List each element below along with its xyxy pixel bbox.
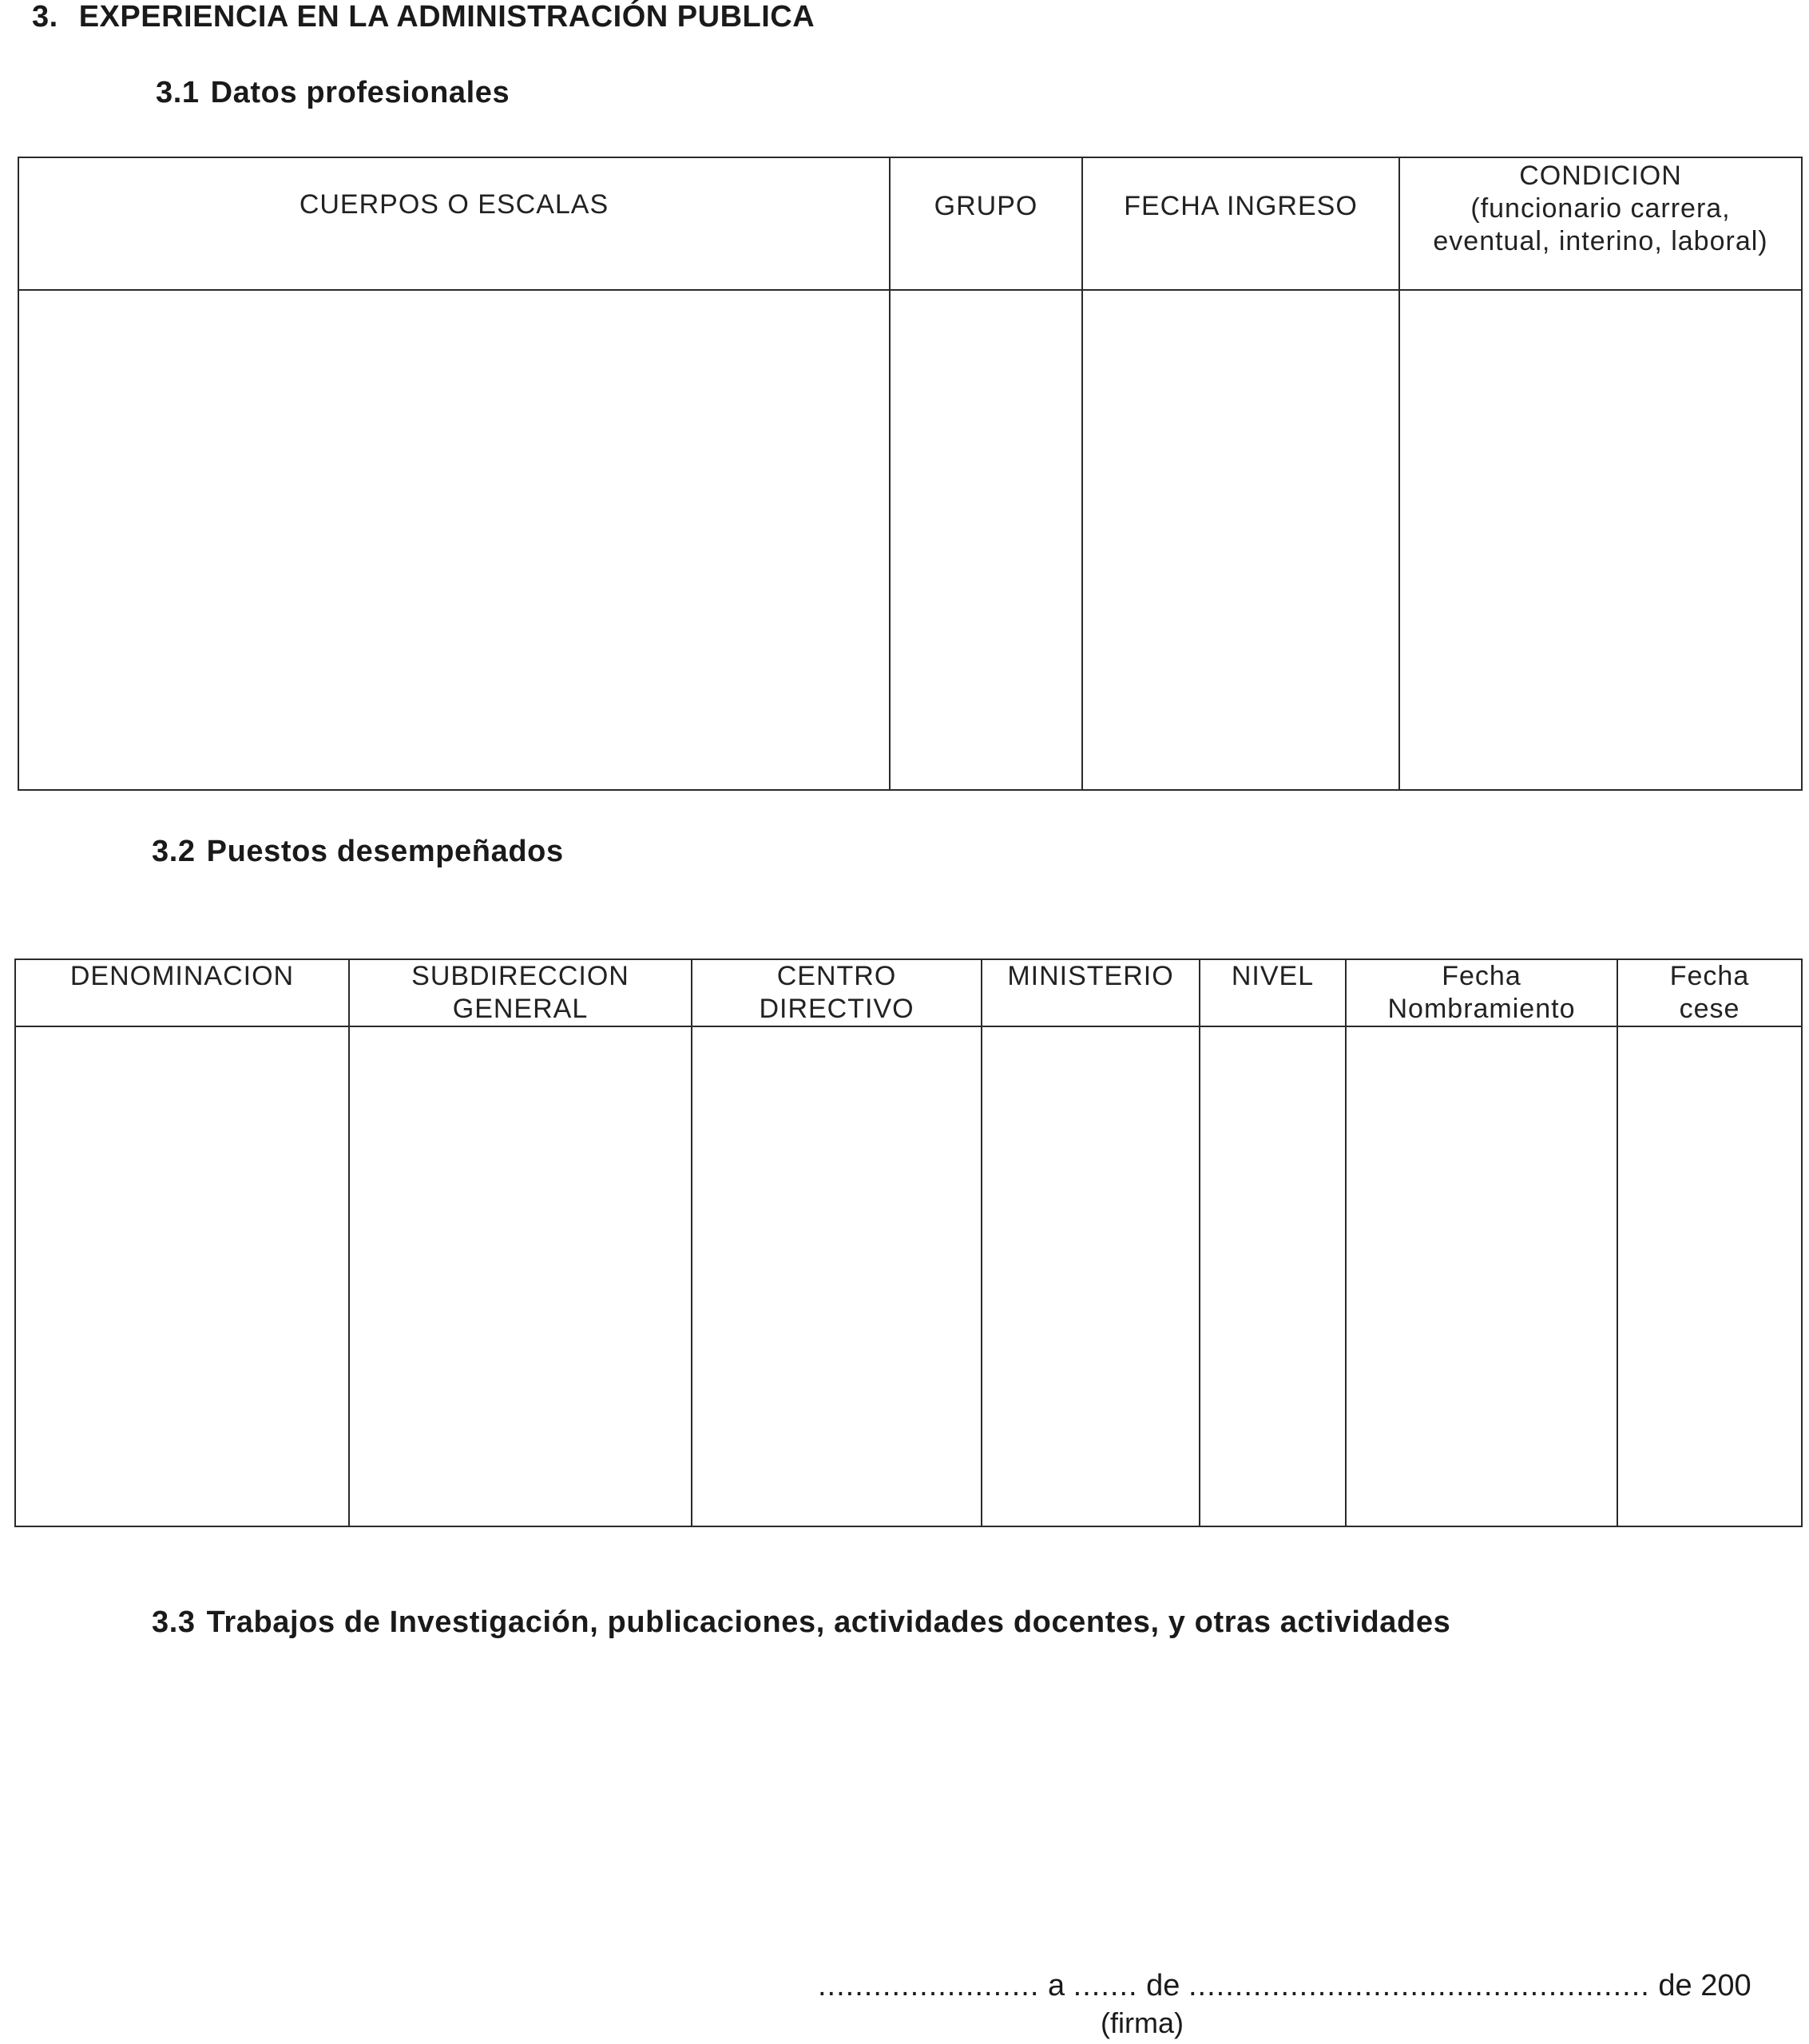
subsection-title-datos-profesionales bbox=[156, 76, 510, 110]
subsection-title-text: Puestos desempeñados bbox=[206, 835, 564, 868]
signature-date-line bbox=[818, 1969, 1751, 2003]
subsection-title-puestos-desempenados bbox=[152, 835, 564, 869]
column-header-subdireccion-general: SUBDIRECCION GENERAL bbox=[349, 959, 692, 1026]
firma-label: (firma) bbox=[1101, 2006, 1184, 2039]
fecha-nombramiento-cell[interactable] bbox=[1346, 1026, 1617, 1526]
column-header-cuerpos-escalas: CUERPOS O ESCALAS bbox=[18, 157, 890, 290]
day-field[interactable]: ....... bbox=[1073, 1969, 1138, 2002]
subsection-title-trabajos bbox=[152, 1605, 1450, 1640]
denominacion-cell[interactable] bbox=[15, 1026, 349, 1526]
column-header-nivel: NIVEL bbox=[1200, 959, 1346, 1026]
table-row bbox=[15, 1026, 1802, 1526]
subsection-number: 3.3 bbox=[152, 1605, 196, 1639]
datos-profesionales-table bbox=[18, 157, 1803, 791]
centro-directivo-cell[interactable] bbox=[692, 1026, 982, 1526]
section-title-text: EXPERIENCIA EN LA ADMINISTRACIÓN PUBLICA bbox=[78, 0, 815, 34]
column-header-fecha-ingreso: FECHA INGRESO bbox=[1082, 157, 1399, 290]
section-title bbox=[32, 0, 815, 34]
place-field[interactable]: ........................ bbox=[818, 1969, 1040, 2002]
subsection-number: 3.2 bbox=[152, 835, 196, 868]
year-label: de 200 bbox=[1658, 1969, 1751, 2002]
table-header-row bbox=[15, 959, 1802, 1026]
subsection-title-text: Trabajos de Investigación, publicaciones, actividades docentes, y otras actividades bbox=[206, 1605, 1451, 1639]
section-number: 3. bbox=[32, 0, 58, 34]
puestos-desempenados-table bbox=[14, 958, 1803, 1527]
subsection-title-text: Datos profesionales bbox=[210, 76, 510, 109]
column-header-ministerio: MINISTERIO bbox=[982, 959, 1200, 1026]
column-header-centro-directivo: CENTRO DIRECTIVO bbox=[692, 959, 982, 1026]
subdireccion-general-cell[interactable] bbox=[349, 1026, 692, 1526]
month-field[interactable]: .................................................. bbox=[1188, 1969, 1650, 2002]
column-header-fecha-cese: Fecha cese bbox=[1617, 959, 1802, 1026]
column-header-grupo: GRUPO bbox=[890, 157, 1082, 290]
table-header-row bbox=[18, 157, 1802, 290]
table-row bbox=[18, 290, 1802, 790]
ministerio-cell[interactable] bbox=[982, 1026, 1200, 1526]
fecha-ingreso-cell[interactable] bbox=[1082, 290, 1399, 790]
column-header-condicion: CONDICION (funcionario carrera, eventual, interino, laboral) bbox=[1399, 157, 1802, 290]
de-label: de bbox=[1146, 1969, 1180, 2002]
column-header-fecha-nombramiento: Fecha Nombramiento bbox=[1346, 959, 1617, 1026]
cuerpos-escalas-cell[interactable] bbox=[18, 290, 890, 790]
condicion-cell[interactable] bbox=[1399, 290, 1802, 790]
grupo-cell[interactable] bbox=[890, 290, 1082, 790]
nivel-cell[interactable] bbox=[1200, 1026, 1346, 1526]
column-header-denominacion: DENOMINACION bbox=[15, 959, 349, 1026]
a-label: a bbox=[1047, 1969, 1065, 2002]
subsection-number: 3.1 bbox=[156, 76, 200, 109]
fecha-cese-cell[interactable] bbox=[1617, 1026, 1802, 1526]
